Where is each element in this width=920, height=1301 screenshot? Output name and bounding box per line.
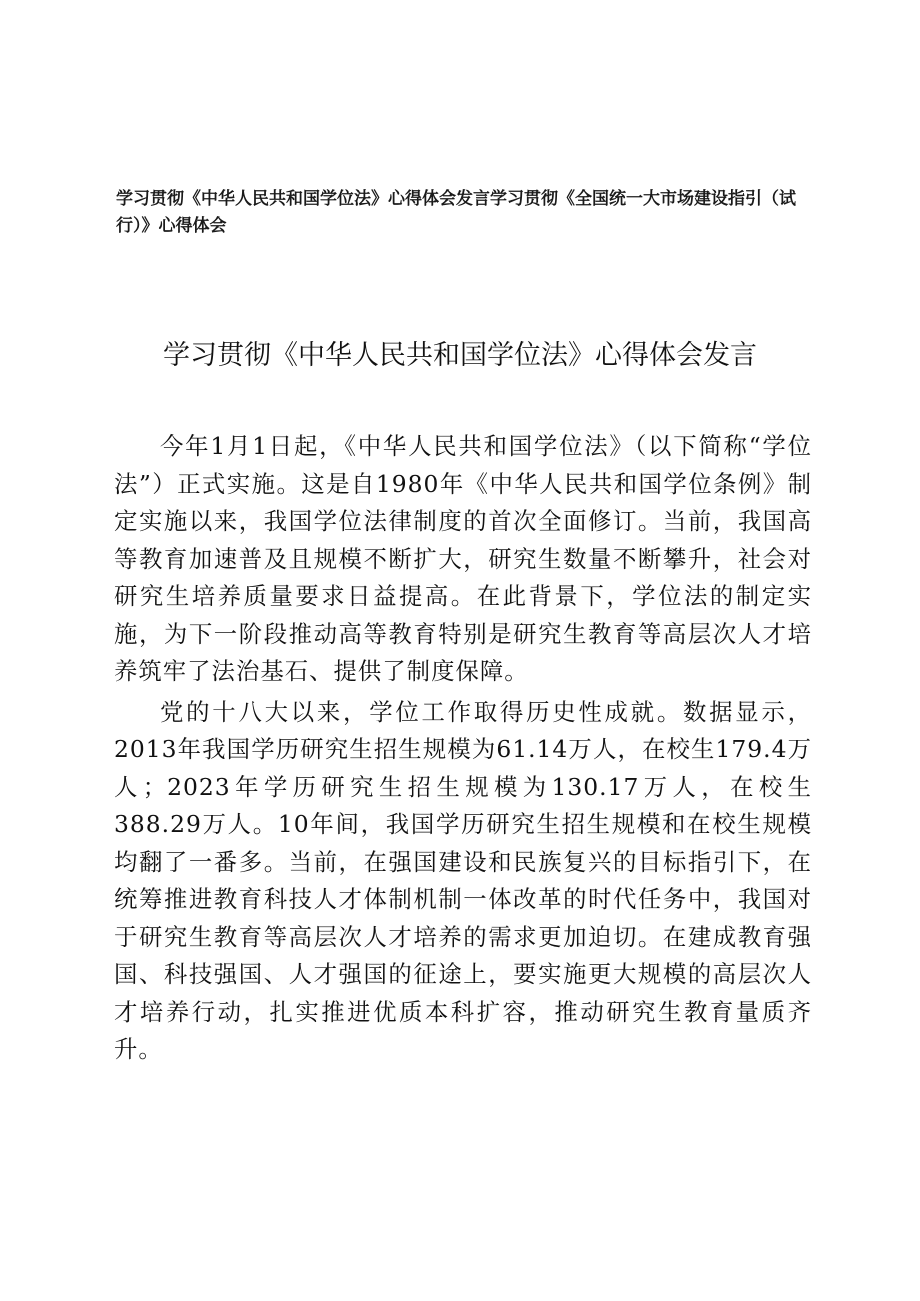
main-title: 学习贯彻《中华人民共和国学位法》心得体会发言: [163, 340, 757, 371]
document-body: [114, 428, 812, 1072]
paragraph: 党的十八大以来，学位工作取得历史性成就。数据显示，2013年我国学历研究生招生规模为61.14万人，在校生179.4万人；2023年学历研究生招生规模为130.17万人，在校生388.29万人。10年间，我国学历研究生招生规模和在校生规模均翻了一番多。当前，在强国建设和民族复兴的目标指引下，在统筹推进教育科技人才体制机制一体改革的时代任务中，我国对于研究生教育等高层次人才培养的需求更加迫切。在建成教育强国、科技强国、人才强国的征途上，要实施更大规模的高层次人才培养行动，扎实推进优质本科扩容，推动研究生教育量质齐升。: [114, 697, 812, 1063]
document-header-title: 学习贯彻《中华人民共和国学位法》心得体会发言学习贯彻《全国统一大市场建设指引（试行）》心得体会: [116, 189, 796, 236]
paragraph: 今年1月1日起，《中华人民共和国学位法》（以下简称“学位法”）正式实施。这是自1980年《中华人民共和国学位条例》制定实施以来，我国学位法律制度的首次全面修订。当前，我国高等教育加速普及且规模不断扩大，研究生数量不断攀升，社会对研究生培养质量要求日益提高。在此背景下，学位法的制定实施，为下一阶段推动高等教育特别是研究生教育等高层次人才培养筑牢了法治基石、提供了制度保障。: [114, 432, 812, 685]
